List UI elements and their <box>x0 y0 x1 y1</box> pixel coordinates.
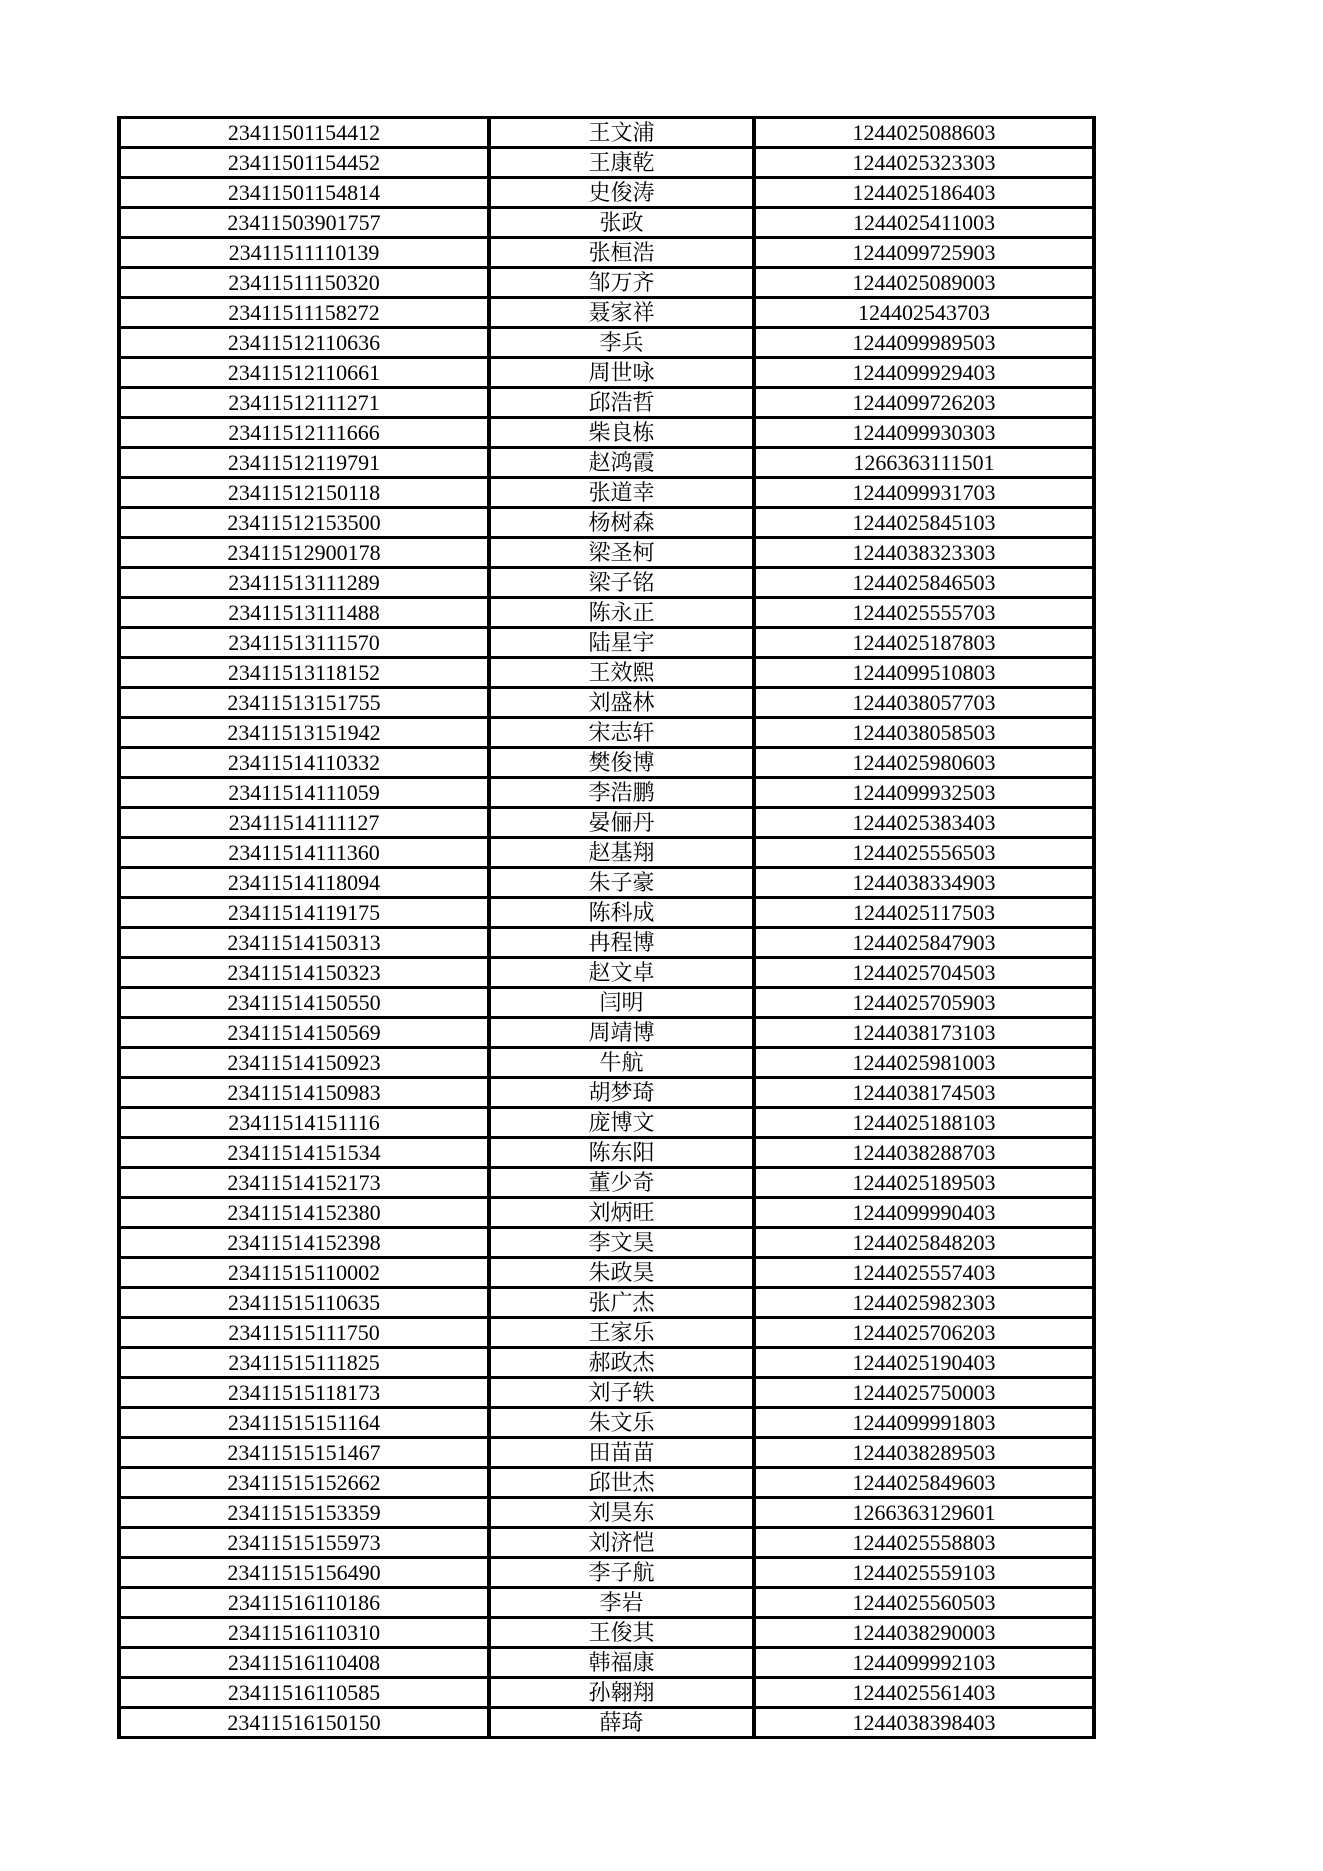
code-number-cell: 1244025088603 <box>754 118 1094 148</box>
candidate-name-cell: 邹万齐 <box>489 268 754 298</box>
candidate-number-cell: 23411515156490 <box>119 1558 489 1588</box>
candidate-number-cell: 23411501154814 <box>119 178 489 208</box>
table-row <box>119 358 1094 388</box>
table-row <box>119 958 1094 988</box>
candidate-name-cell: 张桓浩 <box>489 238 754 268</box>
candidate-number-cell: 23411512150118 <box>119 478 489 508</box>
code-number-cell: 1244025982303 <box>754 1288 1094 1318</box>
candidate-name-cell: 朱政昊 <box>489 1258 754 1288</box>
candidate-number-cell: 23411515118173 <box>119 1378 489 1408</box>
table-row <box>119 1708 1094 1738</box>
candidate-number-cell: 23411513111570 <box>119 628 489 658</box>
candidate-name-cell: 赵鸿霞 <box>489 448 754 478</box>
table-row <box>119 1378 1094 1408</box>
candidate-name-cell: 陈科成 <box>489 898 754 928</box>
code-number-cell: 1244038323303 <box>754 538 1094 568</box>
candidate-name-cell: 张广杰 <box>489 1288 754 1318</box>
code-number-cell: 1244025845103 <box>754 508 1094 538</box>
code-number-cell: 1244038334903 <box>754 868 1094 898</box>
candidate-number-cell: 23411511110139 <box>119 238 489 268</box>
code-number-cell: 1244025706203 <box>754 1318 1094 1348</box>
candidate-number-cell: 23411515153359 <box>119 1498 489 1528</box>
code-number-cell: 1244099725903 <box>754 238 1094 268</box>
candidate-name-cell: 王文浦 <box>489 118 754 148</box>
code-number-cell: 1244099726203 <box>754 388 1094 418</box>
candidate-number-cell: 23411513151755 <box>119 688 489 718</box>
code-number-cell: 1244099930303 <box>754 418 1094 448</box>
candidate-number-cell: 23411513118152 <box>119 658 489 688</box>
table-row <box>119 988 1094 1018</box>
table-row <box>119 1438 1094 1468</box>
code-number-cell: 1244025849603 <box>754 1468 1094 1498</box>
candidate-number-cell: 23411516110408 <box>119 1648 489 1678</box>
candidate-number-cell: 23411514151116 <box>119 1108 489 1138</box>
table-row <box>119 868 1094 898</box>
candidate-number-cell: 23411511150320 <box>119 268 489 298</box>
candidate-name-cell: 王康乾 <box>489 148 754 178</box>
candidate-name-cell: 闫明 <box>489 988 754 1018</box>
candidate-number-cell: 23411515155973 <box>119 1528 489 1558</box>
candidate-number-cell: 23411503901757 <box>119 208 489 238</box>
code-number-cell: 1244025705903 <box>754 988 1094 1018</box>
table-row <box>119 1168 1094 1198</box>
code-number-cell: 1244025411003 <box>754 208 1094 238</box>
table-row <box>119 1468 1094 1498</box>
code-number-cell: 1244025089003 <box>754 268 1094 298</box>
table-row <box>119 508 1094 538</box>
code-number-cell: 1244025848203 <box>754 1228 1094 1258</box>
code-number-cell: 1244025188103 <box>754 1108 1094 1138</box>
code-number-cell: 1244099991803 <box>754 1408 1094 1438</box>
table-row <box>119 568 1094 598</box>
table-row <box>119 178 1094 208</box>
candidate-name-cell: 宋志轩 <box>489 718 754 748</box>
code-number-cell: 1244038058503 <box>754 718 1094 748</box>
candidate-name-cell: 胡梦琦 <box>489 1078 754 1108</box>
table-row <box>119 328 1094 358</box>
table-row <box>119 748 1094 778</box>
code-number-cell: 1244099989503 <box>754 328 1094 358</box>
candidate-name-cell: 张道幸 <box>489 478 754 508</box>
candidate-name-cell: 薛琦 <box>489 1708 754 1738</box>
candidate-number-cell: 23411511158272 <box>119 298 489 328</box>
candidate-number-cell: 23411512900178 <box>119 538 489 568</box>
code-number-cell: 1244025186403 <box>754 178 1094 208</box>
candidate-name-cell: 田苗苗 <box>489 1438 754 1468</box>
table-row <box>119 1288 1094 1318</box>
code-number-cell: 1244038174503 <box>754 1078 1094 1108</box>
candidate-name-cell: 邱世杰 <box>489 1468 754 1498</box>
candidate-name-cell: 牛航 <box>489 1048 754 1078</box>
table-row <box>119 208 1094 238</box>
table-row <box>119 628 1094 658</box>
candidate-number-cell: 23411515110635 <box>119 1288 489 1318</box>
code-number-cell: 1244099992103 <box>754 1648 1094 1678</box>
table-row <box>119 1678 1094 1708</box>
table-row <box>119 1108 1094 1138</box>
candidate-name-cell: 朱文乐 <box>489 1408 754 1438</box>
table-row <box>119 1258 1094 1288</box>
candidate-number-cell: 23411514152398 <box>119 1228 489 1258</box>
candidate-name-cell: 陈永正 <box>489 598 754 628</box>
code-number-cell: 1244025190403 <box>754 1348 1094 1378</box>
candidate-number-cell: 23411514152380 <box>119 1198 489 1228</box>
table-row <box>119 268 1094 298</box>
candidate-number-cell: 23411512110636 <box>119 328 489 358</box>
table-row <box>119 1228 1094 1258</box>
table-row <box>119 1318 1094 1348</box>
candidate-name-cell: 刘盛林 <box>489 688 754 718</box>
code-number-cell: 1244025323303 <box>754 148 1094 178</box>
code-number-cell: 1244099510803 <box>754 658 1094 688</box>
candidate-name-cell: 晏俪丹 <box>489 808 754 838</box>
code-number-cell: 1244025981003 <box>754 1048 1094 1078</box>
candidate-number-cell: 23411514119175 <box>119 898 489 928</box>
candidate-number-cell: 23411512110661 <box>119 358 489 388</box>
candidate-number-cell: 23411514111360 <box>119 838 489 868</box>
table-row <box>119 1078 1094 1108</box>
table-row <box>119 1588 1094 1618</box>
table-row <box>119 688 1094 718</box>
candidate-name-cell: 赵文卓 <box>489 958 754 988</box>
candidate-number-cell: 23411514151534 <box>119 1138 489 1168</box>
candidate-name-cell: 冉程博 <box>489 928 754 958</box>
code-number-cell: 1244099929403 <box>754 358 1094 388</box>
table-row <box>119 538 1094 568</box>
candidate-name-cell: 周世咏 <box>489 358 754 388</box>
candidate-name-cell: 刘昊东 <box>489 1498 754 1528</box>
candidate-number-cell: 23411514111127 <box>119 808 489 838</box>
table-row <box>119 598 1094 628</box>
candidate-number-cell: 23411514150313 <box>119 928 489 958</box>
candidate-name-cell: 陈东阳 <box>489 1138 754 1168</box>
candidate-name-cell: 聂家祥 <box>489 298 754 328</box>
candidate-number-cell: 23411514118094 <box>119 868 489 898</box>
table-body <box>119 118 1094 1738</box>
table-row <box>119 478 1094 508</box>
candidate-name-cell: 邱浩哲 <box>489 388 754 418</box>
candidate-name-cell: 王家乐 <box>489 1318 754 1348</box>
candidate-number-cell: 23411514150983 <box>119 1078 489 1108</box>
candidate-number-cell: 23411514111059 <box>119 778 489 808</box>
table-row <box>119 148 1094 178</box>
candidate-number-cell: 23411514150569 <box>119 1018 489 1048</box>
code-number-cell: 1244025847903 <box>754 928 1094 958</box>
candidate-number-cell: 23411512111666 <box>119 418 489 448</box>
table-row <box>119 1048 1094 1078</box>
candidate-number-cell: 23411514150923 <box>119 1048 489 1078</box>
code-number-cell: 1244025846503 <box>754 568 1094 598</box>
table-row <box>119 1498 1094 1528</box>
code-number-cell: 1244038398403 <box>754 1708 1094 1738</box>
candidate-name-cell: 刘济恺 <box>489 1528 754 1558</box>
code-number-cell: 1244025555703 <box>754 598 1094 628</box>
code-number-cell: 1244025117503 <box>754 898 1094 928</box>
code-number-cell: 1244025558803 <box>754 1528 1094 1558</box>
table-row <box>119 1138 1094 1168</box>
table-row <box>119 1198 1094 1228</box>
candidate-number-cell: 23411513111289 <box>119 568 489 598</box>
candidate-number-cell: 23411516110585 <box>119 1678 489 1708</box>
candidate-number-cell: 23411515151467 <box>119 1438 489 1468</box>
code-number-cell: 1244025383403 <box>754 808 1094 838</box>
candidate-name-cell: 韩福康 <box>489 1648 754 1678</box>
code-number-cell: 1244038057703 <box>754 688 1094 718</box>
candidate-number-cell: 23411515111750 <box>119 1318 489 1348</box>
table-row <box>119 1348 1094 1378</box>
candidate-number-cell: 23411516110186 <box>119 1588 489 1618</box>
candidate-number-cell: 23411514150323 <box>119 958 489 988</box>
candidate-number-cell: 23411514150550 <box>119 988 489 1018</box>
candidate-number-cell: 23411512119791 <box>119 448 489 478</box>
code-number-cell: 1244099990403 <box>754 1198 1094 1228</box>
candidate-name-cell: 杨树森 <box>489 508 754 538</box>
candidate-roster-table <box>117 116 1096 1739</box>
table-row <box>119 658 1094 688</box>
candidate-name-cell: 李子航 <box>489 1558 754 1588</box>
table-row <box>119 898 1094 928</box>
candidate-name-cell: 樊俊博 <box>489 748 754 778</box>
code-number-cell: 1244025187803 <box>754 628 1094 658</box>
candidate-number-cell: 23411512153500 <box>119 508 489 538</box>
code-number-cell: 1266363111501 <box>754 448 1094 478</box>
code-number-cell: 124402543703 <box>754 298 1094 328</box>
candidate-number-cell: 23411513151942 <box>119 718 489 748</box>
candidate-number-cell: 23411516110310 <box>119 1618 489 1648</box>
candidate-number-cell: 23411514110332 <box>119 748 489 778</box>
candidate-name-cell: 柴良栋 <box>489 418 754 448</box>
table-row <box>119 1018 1094 1048</box>
code-number-cell: 1244025557403 <box>754 1258 1094 1288</box>
code-number-cell: 1244025189503 <box>754 1168 1094 1198</box>
candidate-number-cell: 23411516150150 <box>119 1708 489 1738</box>
table-row <box>119 1528 1094 1558</box>
table-row <box>119 1618 1094 1648</box>
table-row <box>119 1408 1094 1438</box>
table-row <box>119 418 1094 448</box>
code-number-cell: 1244038290003 <box>754 1618 1094 1648</box>
candidate-name-cell: 梁子铭 <box>489 568 754 598</box>
candidate-number-cell: 23411515152662 <box>119 1468 489 1498</box>
candidate-name-cell: 陆星宇 <box>489 628 754 658</box>
code-number-cell: 1266363129601 <box>754 1498 1094 1528</box>
candidate-name-cell: 史俊涛 <box>489 178 754 208</box>
code-number-cell: 1244025750003 <box>754 1378 1094 1408</box>
candidate-name-cell: 李文昊 <box>489 1228 754 1258</box>
code-number-cell: 1244038288703 <box>754 1138 1094 1168</box>
table-row <box>119 238 1094 268</box>
code-number-cell: 1244025556503 <box>754 838 1094 868</box>
candidate-name-cell: 郝政杰 <box>489 1348 754 1378</box>
code-number-cell: 1244025560503 <box>754 1588 1094 1618</box>
candidate-name-cell: 赵基翔 <box>489 838 754 868</box>
table-row <box>119 118 1094 148</box>
candidate-name-cell: 庞博文 <box>489 1108 754 1138</box>
candidate-name-cell: 朱子豪 <box>489 868 754 898</box>
table-row <box>119 808 1094 838</box>
candidate-name-cell: 王效熙 <box>489 658 754 688</box>
candidate-number-cell: 23411512111271 <box>119 388 489 418</box>
code-number-cell: 1244038173103 <box>754 1018 1094 1048</box>
candidate-number-cell: 23411513111488 <box>119 598 489 628</box>
candidate-name-cell: 李兵 <box>489 328 754 358</box>
candidate-name-cell: 董少奇 <box>489 1168 754 1198</box>
table-row <box>119 298 1094 328</box>
table-row <box>119 1558 1094 1588</box>
table-row <box>119 838 1094 868</box>
candidate-number-cell: 23411515110002 <box>119 1258 489 1288</box>
table-row <box>119 718 1094 748</box>
table-row <box>119 928 1094 958</box>
code-number-cell: 1244025559103 <box>754 1558 1094 1588</box>
code-number-cell: 1244099931703 <box>754 478 1094 508</box>
candidate-name-cell: 孙翱翔 <box>489 1678 754 1708</box>
table-row <box>119 388 1094 418</box>
code-number-cell: 1244025980603 <box>754 748 1094 778</box>
candidate-name-cell: 周靖博 <box>489 1018 754 1048</box>
candidate-name-cell: 刘炳旺 <box>489 1198 754 1228</box>
candidate-name-cell: 李岩 <box>489 1588 754 1618</box>
code-number-cell: 1244025704503 <box>754 958 1094 988</box>
table-row <box>119 448 1094 478</box>
candidate-number-cell: 23411515111825 <box>119 1348 489 1378</box>
code-number-cell: 1244025561403 <box>754 1678 1094 1708</box>
candidate-number-cell: 23411501154412 <box>119 118 489 148</box>
candidate-name-cell: 李浩鹏 <box>489 778 754 808</box>
code-number-cell: 1244099932503 <box>754 778 1094 808</box>
candidate-name-cell: 张政 <box>489 208 754 238</box>
candidate-name-cell: 梁圣柯 <box>489 538 754 568</box>
candidate-number-cell: 23411514152173 <box>119 1168 489 1198</box>
candidate-name-cell: 王俊其 <box>489 1618 754 1648</box>
table-row <box>119 1648 1094 1678</box>
table-row <box>119 778 1094 808</box>
candidate-number-cell: 23411501154452 <box>119 148 489 178</box>
candidate-name-cell: 刘子轶 <box>489 1378 754 1408</box>
code-number-cell: 1244038289503 <box>754 1438 1094 1468</box>
candidate-number-cell: 23411515151164 <box>119 1408 489 1438</box>
